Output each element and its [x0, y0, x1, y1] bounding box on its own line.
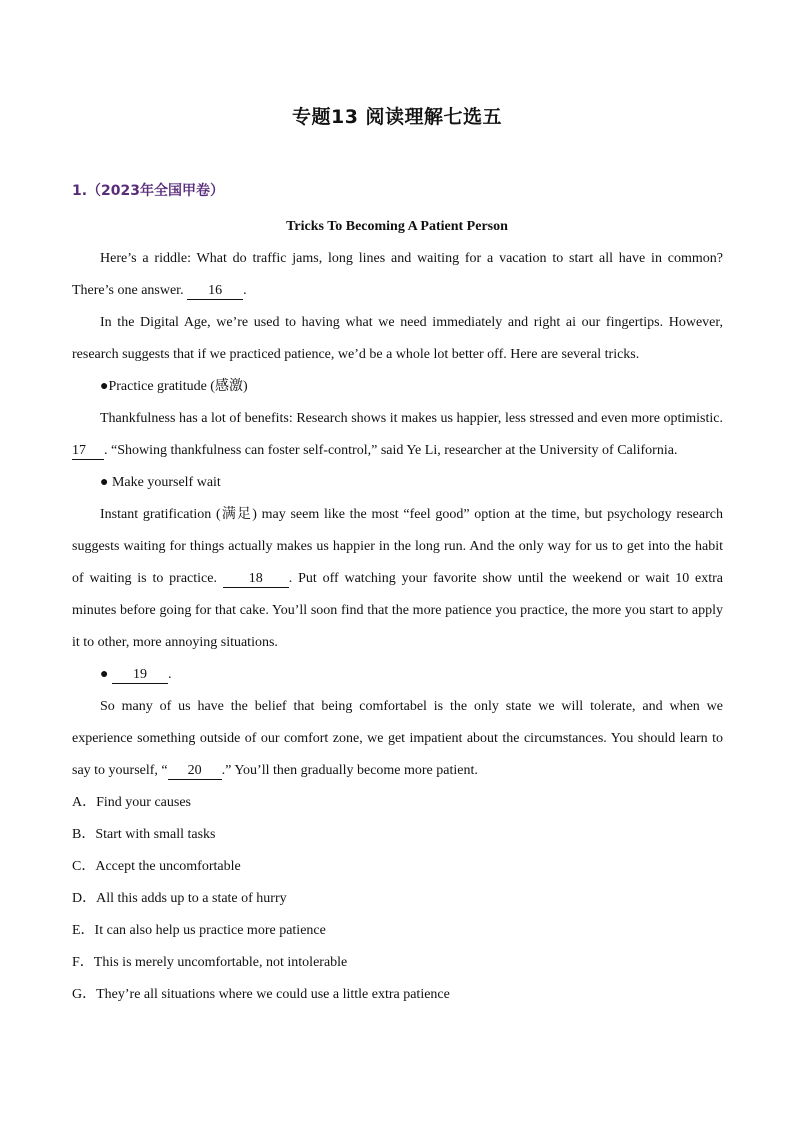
blank-20: 20	[168, 763, 222, 780]
paragraph-5-end: .” You’ll then gradually become more patient.	[221, 763, 478, 778]
option-f: F．This is merely uncomfortable, not intolerable	[72, 955, 348, 970]
heading-blank-19-end: .	[167, 667, 172, 682]
heading-make-yourself-wait: ● Make yourself wait	[100, 475, 221, 490]
heading-practice-gratitude: ●Practice gratitude (感激)	[100, 379, 248, 394]
paragraph-4-end: . Put off watching your favorite show until the weekend or wait 10 extra minutes before going for that cake. You’ll soon find that the more patience you practice, the more you start to apply it to other, more annoying situations.	[72, 571, 723, 650]
option-d: D．All this adds up to a state of hurry	[72, 891, 287, 906]
heading-blank-19	[72, 659, 723, 691]
options-list	[72, 787, 723, 1011]
option-a: A．Find your causes	[72, 795, 191, 810]
blank-16: 16	[187, 283, 243, 300]
blank-18: 18	[223, 571, 289, 588]
paragraph-5-text: So many of us have the belief that being comfortabel is the only state we will tolerate, and when we experience something outside of our comfort zone, we get impatient about the circumstances. You should learn to say to yourself, “	[72, 699, 723, 778]
paragraph-1-text: Here’s a riddle: What do traffic jams, long lines and waiting for a vacation to start all have in common? There’s one answer.	[72, 251, 723, 298]
option-b: B．Start with small tasks	[72, 827, 216, 842]
bullet-marker: ●	[100, 667, 112, 682]
blank-17: 17	[72, 443, 104, 460]
paragraph-4	[72, 499, 723, 659]
paragraph-3-end: . “Showing thankfulness can foster self-control,” said Ye Li, researcher at the University of California.	[104, 443, 678, 458]
blank-19: 19	[112, 667, 168, 684]
passage-body	[72, 243, 723, 1011]
paragraph-3-text: Thankfulness has a lot of benefits: Research shows it makes us happier, less stressed and even more optimistic.	[100, 411, 723, 426]
option-g: G．They’re all situations where we could use a little extra patience	[72, 987, 450, 1002]
passage-title: Tricks To Becoming A Patient Person	[286, 219, 508, 234]
option-c: C．Accept the uncomfortable	[72, 859, 241, 874]
paragraph-2: In the Digital Age, we’re used to having what we need immediately and right ai our fingertips. However, research suggests that if we practiced patience, we’d be a whole lot better off. Here are several tricks.	[72, 315, 723, 362]
paragraph-4-text: Instant gratification (满足) may seem like the most “feel good” option at the time, but psychology research suggests waiting for things actually makes us happier in the long run. And the only way for us to get into the habit of waiting is to practice.	[72, 507, 723, 586]
question-source-label: 1.（2023年全国甲卷）	[72, 183, 225, 199]
paragraph-3	[72, 403, 723, 467]
paragraph-1	[72, 243, 723, 307]
paragraph-5	[72, 691, 723, 787]
page-title: 专题13 阅读理解七选五	[291, 106, 503, 128]
option-e: E．It can also help us practice more patience	[72, 923, 326, 938]
paragraph-1-end: .	[243, 283, 247, 298]
